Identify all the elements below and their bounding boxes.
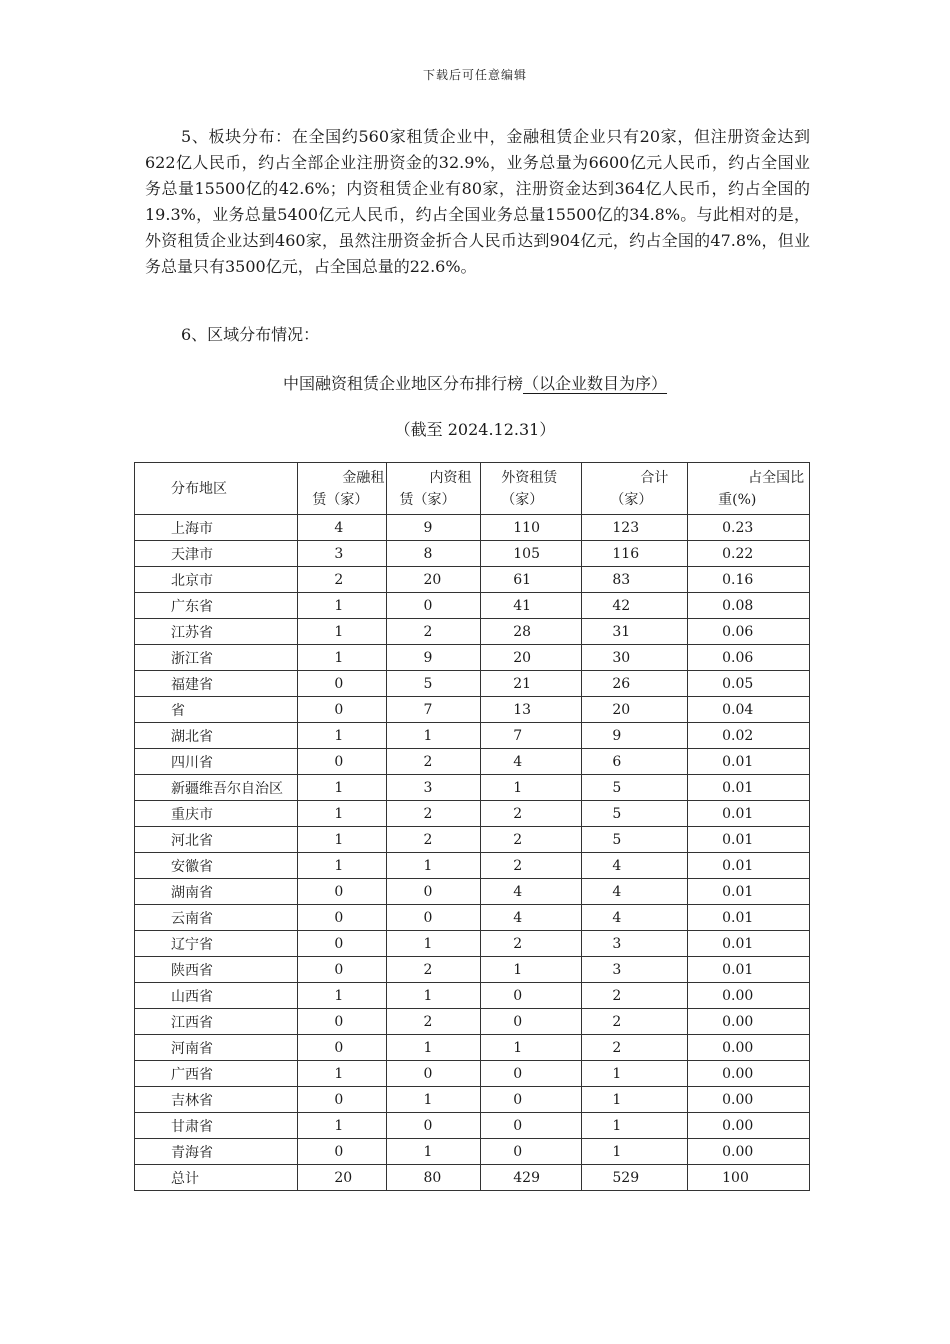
cell-region: 北京市 [135, 567, 298, 593]
table-row [135, 541, 810, 567]
cell-total: 5 [582, 775, 688, 801]
table-row [135, 905, 810, 931]
cell-domestic: 8 [387, 541, 481, 567]
cell-domestic: 2 [387, 801, 481, 827]
table-row [135, 515, 810, 541]
cell-region: 甘肃省 [135, 1113, 298, 1139]
cell-total: 83 [582, 567, 688, 593]
cell-domestic: 2 [387, 957, 481, 983]
paragraph-sector-text: 5、板块分布：在全国约560家租赁企业中，金融租赁企业只有20家，但注册资金达到622亿人民币，约占全部企业注册资金的32.9%，业务总量为6600亿元人民币，约占全国业务总量15500亿的42.6%；内资租赁企业有80家，注册资金达到364亿人民币，约占全国的19.3%，业务总量5400亿元人民币，约占全国业务总量15500亿的34.8%。与此相对的是，外资租赁企业达到460家，虽然注册资金折合人民币达到904亿元，约占全国的47.8%，但业务总量只有3500亿元，占全国总量的22.6%。 [145, 127, 810, 276]
table-row [135, 1009, 810, 1035]
cell-financial: 0 [298, 671, 387, 697]
cell-share: 0.00 [688, 1113, 810, 1139]
cell-total: 1 [582, 1087, 688, 1113]
cell-financial: 0 [298, 1035, 387, 1061]
cell-foreign: 1 [481, 1035, 582, 1061]
cell-total: 42 [582, 593, 688, 619]
header-financial-leasing: 金融租 赁（家） [298, 463, 387, 515]
regional-heading-text: 6、区域分布情况： [181, 325, 320, 344]
cell-total: 30 [582, 645, 688, 671]
cell-region: 河北省 [135, 827, 298, 853]
cell-financial: 0 [298, 1139, 387, 1165]
cell-region: 江苏省 [135, 619, 298, 645]
cell-total: 3 [582, 957, 688, 983]
cell-financial: 1 [298, 801, 387, 827]
cell-total: 116 [582, 541, 688, 567]
cell-share: 0.01 [688, 827, 810, 853]
cell-total: 4 [582, 879, 688, 905]
cell-foreign: 7 [481, 723, 582, 749]
paragraph-sector-distribution [145, 124, 810, 280]
cell-total: 5 [582, 801, 688, 827]
cell-region: 广东省 [135, 593, 298, 619]
table-header-row [135, 463, 810, 515]
cell-share: 0.16 [688, 567, 810, 593]
cell-share: 0.00 [688, 1009, 810, 1035]
cell-share: 0.00 [688, 1087, 810, 1113]
table-row [135, 1139, 810, 1165]
cell-total: 1 [582, 1113, 688, 1139]
table-row [135, 723, 810, 749]
header-domestic-leasing: 内资租 赁（家） [387, 463, 481, 515]
cell-share: 0.01 [688, 801, 810, 827]
cell-total: 1 [582, 1139, 688, 1165]
cell-foreign: 1 [481, 775, 582, 801]
cell-total: 4 [582, 853, 688, 879]
table-body [135, 515, 810, 1191]
cell-total: 20 [582, 697, 688, 723]
cell-domestic: 1 [387, 983, 481, 1009]
cell-region: 湖南省 [135, 879, 298, 905]
cell-domestic: 0 [387, 1113, 481, 1139]
cell-region: 辽宁省 [135, 931, 298, 957]
paragraph-regional-heading [145, 322, 810, 348]
table-row [135, 619, 810, 645]
cell-total: 123 [582, 515, 688, 541]
cell-financial: 0 [298, 905, 387, 931]
cell-foreign: 20 [481, 645, 582, 671]
cell-foreign: 61 [481, 567, 582, 593]
cell-foreign: 41 [481, 593, 582, 619]
cell-financial: 0 [298, 697, 387, 723]
cell-share: 0.00 [688, 983, 810, 1009]
cell-domestic: 2 [387, 827, 481, 853]
table-row [135, 1087, 810, 1113]
cell-total: 2 [582, 1009, 688, 1035]
cell-region: 福建省 [135, 671, 298, 697]
cell-region: 江西省 [135, 1009, 298, 1035]
cell-region: 省 [135, 697, 298, 723]
table-caption-main: 中国融资租赁企业地区分布排行榜 [282, 374, 523, 393]
cell-financial: 1 [298, 593, 387, 619]
header-region: 分布地区 [135, 463, 298, 515]
cell-foreign: 2 [481, 931, 582, 957]
table-row [135, 931, 810, 957]
cell-share: 0.01 [688, 931, 810, 957]
cell-foreign: 0 [481, 1009, 582, 1035]
cell-domestic: 0 [387, 1061, 481, 1087]
cell-region: 安徽省 [135, 853, 298, 879]
cell-foreign: 4 [481, 749, 582, 775]
table-row [135, 957, 810, 983]
cell-share: 0.01 [688, 905, 810, 931]
cell-financial: 4 [298, 515, 387, 541]
table-row [135, 1061, 810, 1087]
page-header: 下载后可任意编辑 [422, 68, 527, 82]
cell-share: 0.01 [688, 957, 810, 983]
cell-total: 6 [582, 749, 688, 775]
cell-total: 26 [582, 671, 688, 697]
cell-share: 0.05 [688, 671, 810, 697]
cell-financial: 20 [298, 1165, 387, 1191]
cell-financial: 1 [298, 775, 387, 801]
cell-financial: 1 [298, 853, 387, 879]
table-row [135, 775, 810, 801]
cell-domestic: 5 [387, 671, 481, 697]
table-date: （截至 2024.12.31） [394, 420, 556, 439]
cell-domestic: 2 [387, 1009, 481, 1035]
cell-region: 吉林省 [135, 1087, 298, 1113]
cell-financial: 0 [298, 1087, 387, 1113]
cell-total: 4 [582, 905, 688, 931]
cell-total: 3 [582, 931, 688, 957]
cell-financial: 1 [298, 645, 387, 671]
cell-domestic: 0 [387, 879, 481, 905]
cell-share: 0.06 [688, 619, 810, 645]
cell-domestic: 1 [387, 1139, 481, 1165]
cell-share: 0.00 [688, 1035, 810, 1061]
table-row [135, 853, 810, 879]
table-total-row [135, 1165, 810, 1191]
cell-total: 2 [582, 1035, 688, 1061]
cell-financial: 2 [298, 567, 387, 593]
cell-domestic: 0 [387, 905, 481, 931]
cell-financial: 1 [298, 983, 387, 1009]
cell-financial: 1 [298, 619, 387, 645]
cell-foreign: 0 [481, 983, 582, 1009]
cell-foreign: 0 [481, 1139, 582, 1165]
cell-region: 云南省 [135, 905, 298, 931]
cell-total: 5 [582, 827, 688, 853]
cell-domestic: 9 [387, 515, 481, 541]
cell-foreign: 4 [481, 905, 582, 931]
cell-financial: 0 [298, 957, 387, 983]
cell-foreign: 0 [481, 1087, 582, 1113]
cell-domestic: 1 [387, 1035, 481, 1061]
cell-financial: 1 [298, 1061, 387, 1087]
cell-region: 青海省 [135, 1139, 298, 1165]
cell-foreign: 4 [481, 879, 582, 905]
table-row [135, 749, 810, 775]
cell-foreign: 0 [481, 1113, 582, 1139]
cell-region: 陕西省 [135, 957, 298, 983]
cell-share: 0.08 [688, 593, 810, 619]
cell-foreign: 105 [481, 541, 582, 567]
cell-financial: 0 [298, 879, 387, 905]
table-row [135, 827, 810, 853]
regional-distribution-table [134, 462, 810, 1191]
cell-foreign: 2 [481, 801, 582, 827]
table-row [135, 671, 810, 697]
cell-share: 0.06 [688, 645, 810, 671]
header-total: 合计 （家） [582, 463, 688, 515]
cell-domestic: 3 [387, 775, 481, 801]
table-row [135, 697, 810, 723]
cell-financial: 3 [298, 541, 387, 567]
cell-financial: 0 [298, 749, 387, 775]
cell-total: 9 [582, 723, 688, 749]
cell-domestic: 7 [387, 697, 481, 723]
cell-foreign: 110 [481, 515, 582, 541]
cell-domestic: 80 [387, 1165, 481, 1191]
cell-foreign: 28 [481, 619, 582, 645]
cell-region: 湖北省 [135, 723, 298, 749]
cell-total: 529 [582, 1165, 688, 1191]
table-row [135, 645, 810, 671]
cell-financial: 0 [298, 931, 387, 957]
cell-share: 0.23 [688, 515, 810, 541]
cell-share: 0.01 [688, 879, 810, 905]
cell-share: 0.04 [688, 697, 810, 723]
cell-region: 山西省 [135, 983, 298, 1009]
cell-financial: 1 [298, 827, 387, 853]
cell-foreign: 2 [481, 827, 582, 853]
cell-domestic: 1 [387, 853, 481, 879]
table-row [135, 879, 810, 905]
cell-foreign: 1 [481, 957, 582, 983]
cell-share: 100 [688, 1165, 810, 1191]
cell-total: 1 [582, 1061, 688, 1087]
cell-domestic: 9 [387, 645, 481, 671]
cell-total: 31 [582, 619, 688, 645]
cell-domestic: 1 [387, 1087, 481, 1113]
cell-region: 总计 [135, 1165, 298, 1191]
cell-share: 0.02 [688, 723, 810, 749]
cell-domestic: 2 [387, 619, 481, 645]
cell-share: 0.00 [688, 1061, 810, 1087]
cell-domestic: 20 [387, 567, 481, 593]
header-share: 占全国比 重(%) [688, 463, 810, 515]
cell-region: 浙江省 [135, 645, 298, 671]
cell-domestic: 2 [387, 749, 481, 775]
cell-domestic: 1 [387, 723, 481, 749]
cell-foreign: 21 [481, 671, 582, 697]
cell-financial: 1 [298, 1113, 387, 1139]
cell-region: 四川省 [135, 749, 298, 775]
cell-domestic: 0 [387, 593, 481, 619]
cell-region: 天津市 [135, 541, 298, 567]
cell-region: 上海市 [135, 515, 298, 541]
cell-foreign: 2 [481, 853, 582, 879]
table-row [135, 1035, 810, 1061]
cell-financial: 0 [298, 1009, 387, 1035]
cell-share: 0.22 [688, 541, 810, 567]
cell-share: 0.01 [688, 749, 810, 775]
cell-share: 0.01 [688, 775, 810, 801]
cell-share: 0.01 [688, 853, 810, 879]
cell-foreign: 429 [481, 1165, 582, 1191]
header-foreign-leasing: 外资租赁 （家） [481, 463, 582, 515]
cell-domestic: 1 [387, 931, 481, 957]
cell-total: 2 [582, 983, 688, 1009]
cell-foreign: 13 [481, 697, 582, 723]
cell-region: 河南省 [135, 1035, 298, 1061]
cell-region: 重庆市 [135, 801, 298, 827]
table-caption [0, 371, 950, 394]
cell-region: 广西省 [135, 1061, 298, 1087]
table-caption-sub: （以企业数目为序） [523, 374, 668, 393]
cell-region: 新疆维吾尔自治区 [135, 775, 298, 801]
table-row [135, 1113, 810, 1139]
cell-share: 0.00 [688, 1139, 810, 1165]
cell-financial: 1 [298, 723, 387, 749]
table-row [135, 801, 810, 827]
cell-foreign: 0 [481, 1061, 582, 1087]
table-row [135, 593, 810, 619]
table-row [135, 567, 810, 593]
table-row [135, 983, 810, 1009]
